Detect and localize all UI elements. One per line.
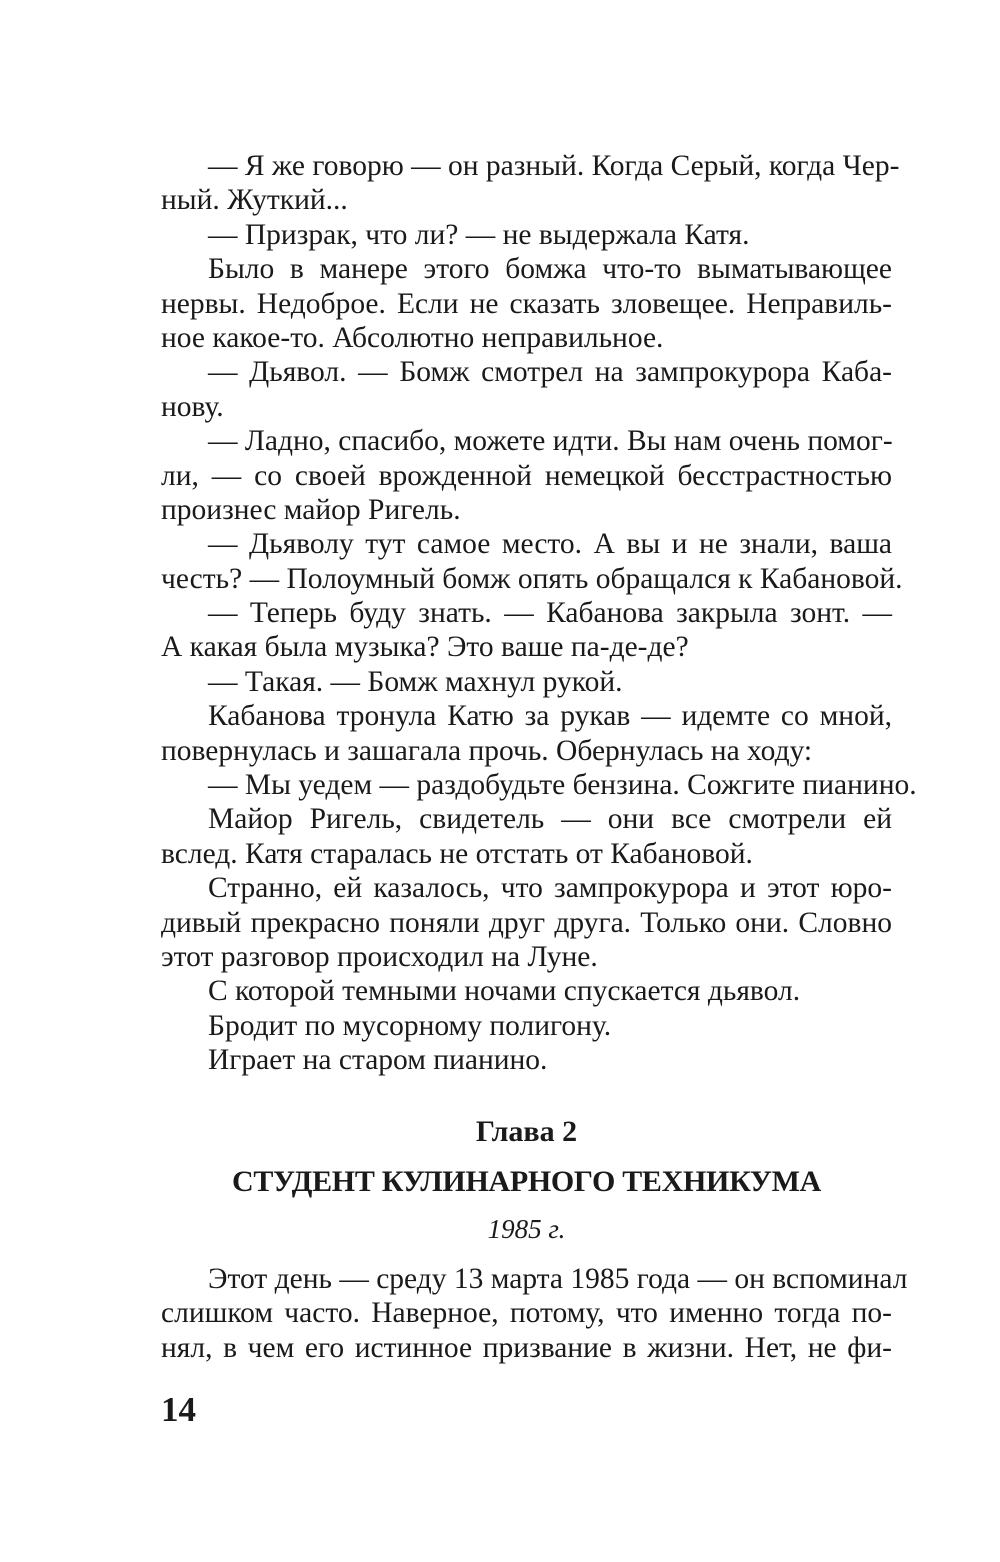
text-line: нял, в чем его истинное призвание в жизни. Нет, не фи- xyxy=(161,1331,892,1364)
text-line: ное какое-то. Абсолютно неправильное. xyxy=(161,321,664,354)
text-line: Играет на старом пианино. xyxy=(208,1044,548,1077)
text-line: Было в манере этого бомжа что-то выматывающее xyxy=(208,253,892,286)
text-line: — Дьявол. — Бомж смотрел на зампрокурора Каба- xyxy=(208,356,892,389)
text-line: — Теперь буду знать. — Кабанова закрыла зонт. — xyxy=(208,597,892,630)
story-text xyxy=(161,149,917,1078)
text-line: ный. Жуткий... xyxy=(161,184,348,217)
text-line: этот разговор происходил на Луне. xyxy=(161,940,598,973)
text-line: Бродит по мусорному полигону. xyxy=(208,1009,612,1042)
text-line: нову. xyxy=(161,390,224,423)
page-number: 14 xyxy=(161,1390,196,1429)
chapter-number: Глава 2 xyxy=(475,1115,578,1148)
text-line: С которой темными ночами спускается дьявол. xyxy=(208,975,801,1008)
text-line: — Ладно, спасибо, можете идти. Вы нам очень помог- xyxy=(208,425,893,458)
text-line: — Такая. — Бомж махнул рукой. xyxy=(208,665,623,698)
chapter-title: СТУДЕНТ КУЛИНАРНОГО ТЕХНИКУМА xyxy=(231,1165,822,1198)
chapter-date: 1985 г. xyxy=(487,1214,566,1244)
text-line: — Призрак, что ли? — не выдержала Катя. xyxy=(208,218,750,251)
text-line: нервы. Недоброе. Если не сказать зловещее. Неправиль- xyxy=(161,287,892,320)
text-line: Кабанова тронула Катю за рукав — идемте со мной, xyxy=(208,700,892,733)
text-line: А какая была музыка? Это ваше па-де-де? xyxy=(161,631,689,664)
text-line: честь? — Полоумный бомж опять обращался к Кабановой. xyxy=(161,562,903,595)
text-line: повернулась и зашагала прочь. Обернулась на ходу: xyxy=(161,734,813,767)
text-line: дивый прекрасно поняли друг друга. Только они. Словно xyxy=(161,906,892,939)
text-line: слишком часто. Наверное, потому, что именно тогда по- xyxy=(161,1297,892,1330)
chapter-opening-text xyxy=(161,1262,908,1365)
text-line: произнес майор Ригель. xyxy=(161,493,461,526)
text-line: — Мы уедем — раздобудьте бензина. Сожгите пианино. xyxy=(208,769,917,802)
text-line: Майор Ригель, свидетель — они все смотрели ей xyxy=(208,803,892,836)
text-line: вслед. Катя старалась не отстать от Кабановой. xyxy=(161,837,753,870)
text-line: Странно, ей казалось, что зампрокурора и этот юро- xyxy=(208,872,892,905)
text-line: — Дьяволу тут самое место. А вы и не знали, ваша xyxy=(208,528,892,561)
text-line: Этот день — среду 13 марта 1985 года — он вспоминал xyxy=(208,1263,908,1295)
text-line: ли, — со своей врожденной немецкой бесстрастностью xyxy=(161,459,892,492)
text-line: — Я же говорю — он разный. Когда Серый, когда Чер- xyxy=(208,150,900,182)
